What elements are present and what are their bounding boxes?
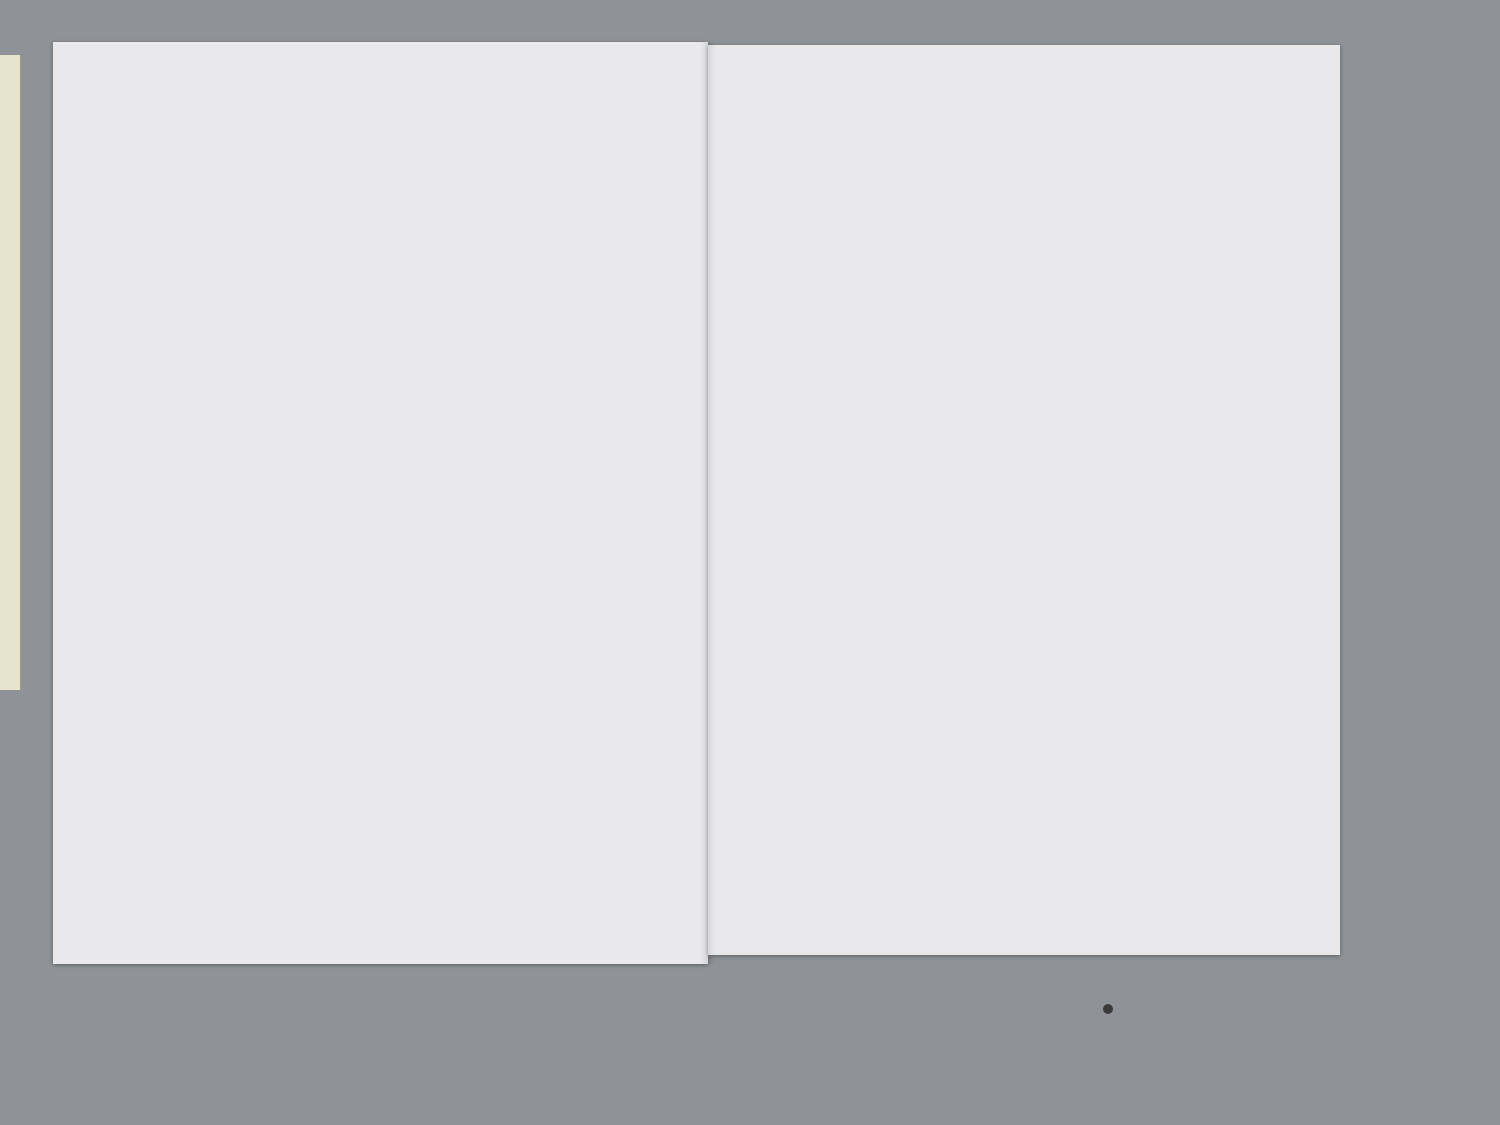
screw-hole xyxy=(1103,1004,1113,1014)
right-document-page xyxy=(708,45,1340,955)
left-document-page xyxy=(53,42,708,964)
page-fold xyxy=(700,42,716,964)
background-paper-strip xyxy=(0,55,21,690)
